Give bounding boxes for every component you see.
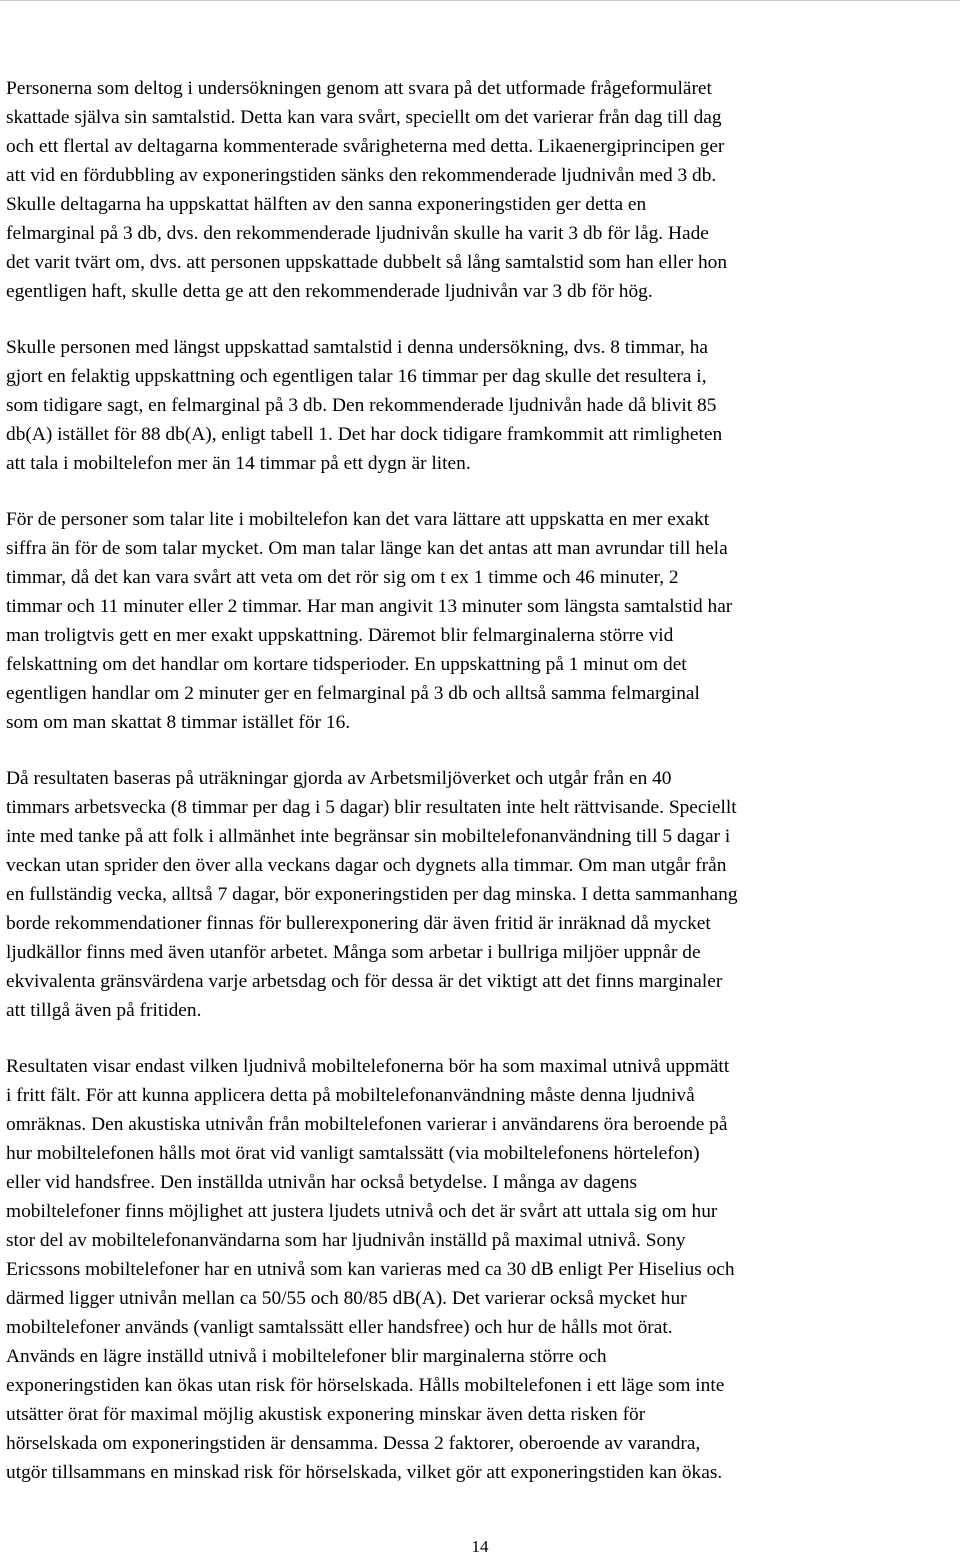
page-top-border: [0, 0, 960, 1]
paragraph-work-week-basis: Då resultaten baseras på uträkningar gjorda av Arbetsmiljöverket och utgår från en 40 timmars arbetsvecka (8 timmar per dag i 5 dagar) blir resultaten inte helt rättvisande. Speciellt inte med tanke på att folk i allmänhet inte begränsar sin mobiltelefonanvändning till 5 dagar i veckan utan sprider den över alla veckans dagar och dygnets alla timmar. Om man utgår från en fullständig vecka, alltså 7 dagar, bör exponeringstiden per dag minska. I detta sammanhang borde rekommendationer finnas för bullerexponering där även fritid är inräknad då mycket ljudkällor finns med även utanför arbetet. Många som arbetar i bullriga miljöer uppnår de ekvivalenta gränsvärdena varje arbetsdag och för dessa är det viktigt att det finns marginaler att tillgå även på fritiden.: [6, 768, 738, 1021]
paragraph-output-level-results: Resultaten visar endast vilken ljudnivå mobiltelefonerna bör ha som maximal utnivå uppmätt i fritt fält. För att kunna applicera detta på mobiltelefonanvändning måste denna ljudnivå omräknas. Den akustiska utnivån från mobiltelefonen varierar i användarens öra beroende på hur mobiltelefonen hålls mot örat vid vanligt samtalssätt (via mobiltelefonens hörtelefon) eller vid handsfree. Den inställda utnivån har också betydelse. I många av dagens mobiltelefoner finns möjlighet att justera ljudets utnivå och det är svårt att uttala sig om hur stor del av mobiltelefonanvändarna som har ljudnivån inställd på maximal utnivå. Sony Ericssons mobiltelefoner har en utnivå som kan varieras med ca 30 dB enligt Per Hiselius och därmed ligger utnivån mellan ca 50/55 och 80/85 dB(A). Det varierar också mycket hur mobiltelefoner används (vanligt samtalssätt eller handsfree) och hur de hålls mot örat. Används en lägre inställd utnivå i mobiltelefoner blir marginalerna större och exponeringstiden kan ökas utan risk för hörselskada. Hålls mobiltelefonen i ett läge som inte utsätter örat för maximal möjlig akustisk exponering minskar även detta risken för hörselskada om exponeringstiden är densamma. Dessa 2 faktorer, oberoende av varandra, utgör tillsammans en minskad risk för hörselskada, vilket gör att exponeringstiden kan ökas.: [6, 1056, 735, 1483]
paragraph-error-margin-example: Skulle personen med längst uppskattad samtalstid i denna undersökning, dvs. 8 timmar, ha gjort en felaktig uppskattning och egentligen talar 16 timmar per dag skulle det resultera i, som tidigare sagt, en felmarginal på 3 db. Den rekommenderade ljudnivån hade då blivit 85 db(A) istället för 88 db(A), enligt tabell 1. Det har dock tidigare framkommit att rimligheten att tala i mobiltelefon mer än 14 timmar på ett dygn är liten.: [6, 337, 723, 474]
page-number: 14: [471, 1537, 489, 1556]
paragraph-short-call-estimates: För de personer som talar lite i mobiltelefon kan det vara lättare att uppskatta en mer exakt siffra än för de som talar mycket. Om man talar länge kan det antas att man avrundar till hela timmar, då det kan vara svårt att veta om det rör sig om t ex 1 timme och 46 minuter, 2 timmar och 11 minuter eller 2 timmar. Har man angivit 13 minuter som längsta samtalstid har man troligtvis gett en mer exakt uppskattning. Däremot blir felmarginalerna större vid felskattning om det handlar om kortare tidsperioder. En uppskattning på 1 minut om det egentligen handlar om 2 minuter ger en felmarginal på 3 db och alltså samma felmarginal som om man skattat 8 timmar istället för 16.: [6, 509, 733, 733]
paragraph-self-estimation: Personerna som deltog i undersökningen genom att svara på det utformade frågeformuläret skattade själva sin samtalstid. Detta kan vara svårt, speciellt om det varierar från dag till dag och ett flertal av deltagarna kommenterade svårigheterna med detta. Likaenergiprincipen ger att vid en fördubbling av exponeringstiden sänks den rekommenderade ljudnivån med 3 db. Skulle deltagarna ha uppskattat hälften av den sanna exponeringstiden ger detta en felmarginal på 3 db, dvs. den rekommenderade ljudnivån skulle ha varit 3 db för låg. Hade det varit tvärt om, dvs. att personen uppskattade dubbelt så lång samtalstid som han eller hon egentligen haft, skulle detta ge att den rekommenderade ljudnivån var 3 db för hög.: [6, 78, 728, 302]
document-body: [6, 74, 956, 1514]
